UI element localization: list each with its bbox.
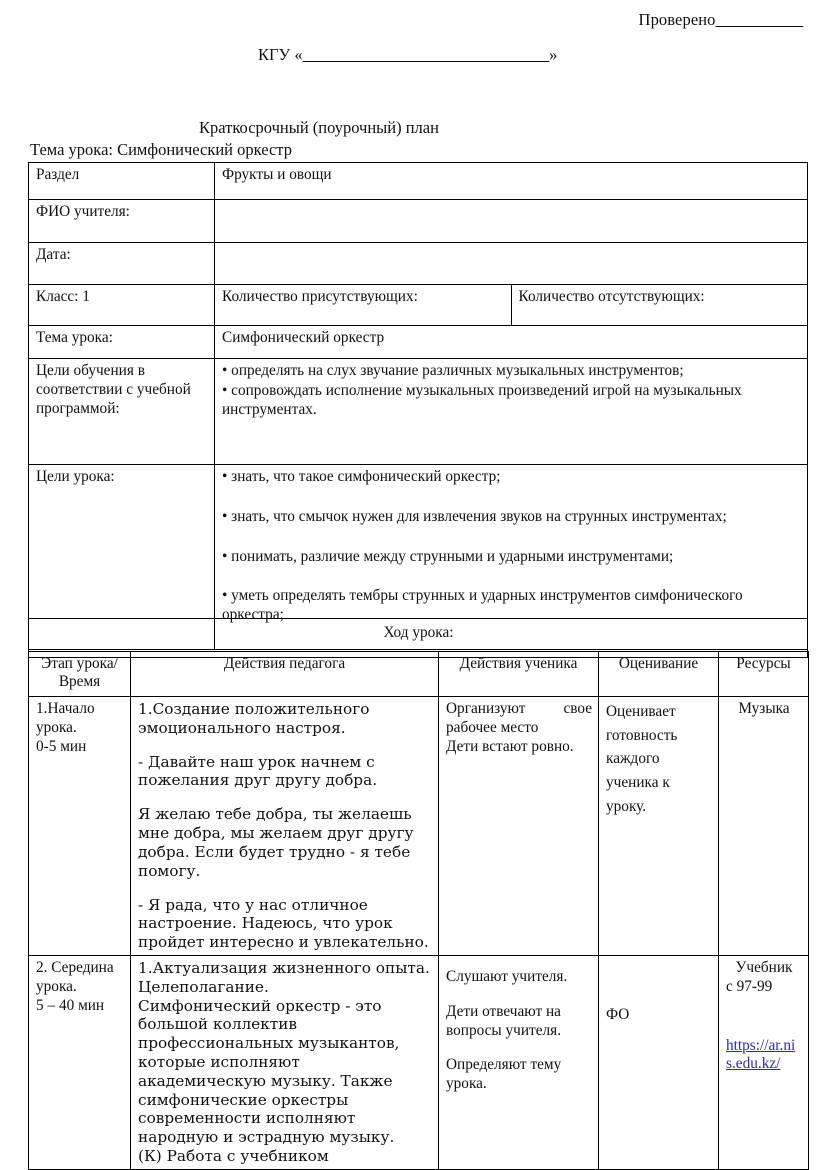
kgu-suffix: »	[549, 45, 558, 64]
present-count-label: Количество присутствующих:	[215, 285, 512, 326]
section-value: Фрукты и овощи	[215, 163, 808, 200]
student-actions-cell	[439, 697, 599, 956]
table-row	[29, 285, 808, 326]
checked-by-line	[639, 10, 803, 30]
teacher-action-paragraph: (К) Работа с учебником	[138, 1147, 329, 1166]
table-row	[29, 955, 809, 1169]
table-row	[29, 697, 809, 956]
stage-line: 2. Середина	[36, 958, 114, 976]
stage-line: 1.Начало	[36, 700, 95, 717]
teacher-action-paragraph: 1.Создание положительного эмоционального настроя.	[138, 700, 370, 737]
resource-book-label: Учебник	[735, 958, 793, 976]
resources-cell	[719, 697, 809, 956]
date-label: Дата:	[29, 243, 215, 285]
table-row	[29, 243, 808, 285]
assessment-cell: ФО	[599, 955, 719, 1169]
student-action-line: Слушают учителя.	[446, 967, 568, 985]
student-actions-cell	[439, 955, 599, 1169]
teacher-action-paragraph: - Я рада, что у нас отличное настроение. Надеюсь, что урок пройдет интересно и увлекательно.	[138, 895, 429, 952]
student-action-line: Дети отвечают на вопросы учителя.	[446, 1002, 562, 1039]
class-label: Класс: 1	[29, 285, 215, 326]
assessment-line: готовность	[606, 726, 678, 744]
course-of-lesson-label: Ход урока:	[29, 619, 808, 658]
table-row	[29, 359, 808, 465]
assessment-line: каждого	[606, 750, 660, 768]
curriculum-goals-value	[215, 359, 808, 465]
teacher-action-paragraph: Я желаю тебе добра, ты желаешь мне добра, мы желаем друг другу добра. Если будет трудно - я тебе помогу.	[138, 805, 414, 880]
stage-cell	[29, 697, 131, 956]
column-header-teacher-actions: Действия педагога	[131, 652, 439, 697]
teacher-action-paragraph: 1.Актуализация жизненного опыта.	[138, 958, 430, 977]
stage-line: урока.	[36, 718, 77, 736]
stage-line: 5 – 40 мин	[36, 996, 105, 1014]
resource-link[interactable]: https://ar.nis.edu.kz/	[726, 1036, 796, 1073]
assessment-line: ученика к	[606, 774, 670, 792]
teacher-action-paragraph: - Давайте наш урок начнем с пожелания друг другу добра.	[138, 752, 378, 790]
column-header-assessment: Оценивание	[599, 652, 719, 697]
teacher-action-paragraph: Симфонический оркестр - это большой коллектив профессиональных музыкантов, которые исполняют академическую музыку. Также симфонические оркестры современности исполняют народную и эстрадную музыку.	[138, 996, 400, 1147]
absent-count-label: Количество отсутствующих:	[511, 285, 808, 326]
date-value[interactable]	[215, 243, 808, 285]
aim-bullet: • знать, что смычок нужен для извлечения звуков на струнных инструментах;	[222, 507, 727, 525]
assessment-line: уроку.	[606, 797, 647, 815]
lesson-stages-table	[28, 651, 809, 1170]
topic-value: Симфонический оркестр	[215, 326, 808, 359]
table-row	[29, 163, 808, 200]
goal-bullet: • определять на слух звучание различных музыкальных инструментов;	[222, 362, 684, 379]
lesson-info-table	[28, 162, 808, 650]
aim-bullet: • понимать, различие между струнными и ударными инструментами;	[222, 547, 674, 565]
teacher-actions-cell	[131, 955, 439, 1169]
kgu-prefix: КГУ «	[258, 45, 303, 64]
goal-bullet: • сопровождать исполнение музыкальных произведений игрой на музыкальных инструментах.	[222, 381, 742, 418]
aim-bullet: • знать, что такое симфонический оркестр;	[222, 468, 501, 485]
lesson-topic-heading: Тема урока: Симфонический оркестр	[30, 140, 292, 159]
table-row	[29, 200, 808, 243]
column-header-student-actions: Действия ученика	[439, 652, 599, 697]
aim-bullet: • уметь определять тембры струнных и ударных инструментов симфонического оркестра;	[222, 587, 743, 624]
school-name-line	[258, 45, 557, 65]
topic-label: Тема урока:	[29, 326, 215, 359]
student-action-line: Определяют тему урока.	[446, 1056, 562, 1093]
student-action-line: рабочее место	[446, 718, 539, 736]
section-label: Раздел	[29, 163, 215, 200]
table-row	[29, 326, 808, 359]
resources-cell	[719, 955, 809, 1169]
teacher-name-label: ФИО учителя:	[29, 200, 215, 243]
column-header-resources: Ресурсы	[719, 652, 809, 697]
resource-page-label: с 97-99	[726, 977, 773, 995]
stage-line: урока.	[36, 977, 77, 995]
stage-line: 0-5 мин	[36, 737, 87, 755]
resource-link-wrapper	[726, 1037, 802, 1075]
checked-label: Проверено	[638, 10, 716, 29]
table-header-row	[29, 652, 809, 697]
checked-blank: ___________	[715, 10, 803, 29]
curriculum-goals-label: Цели обучения в соответствии с учебной программой:	[29, 359, 215, 465]
assessment-cell	[599, 697, 719, 956]
teacher-name-value[interactable]	[215, 200, 808, 243]
student-action-line: Дети встают ровно.	[446, 737, 574, 755]
assessment-line: Оценивает	[606, 703, 676, 720]
teacher-action-paragraph: Целеполагание.	[138, 977, 269, 996]
lesson-aims-label: Цели урока:	[29, 465, 215, 650]
column-header-stage: Этап урока/ Время	[29, 652, 131, 697]
stage-cell	[29, 955, 131, 1169]
resource-line: Музыка	[738, 700, 790, 717]
student-action-line: Организуют свое	[446, 700, 592, 717]
page-title: Краткосрочный (поурочный) план	[199, 118, 439, 137]
kgu-blank: _______________________________	[302, 45, 550, 64]
teacher-actions-cell	[131, 697, 439, 956]
